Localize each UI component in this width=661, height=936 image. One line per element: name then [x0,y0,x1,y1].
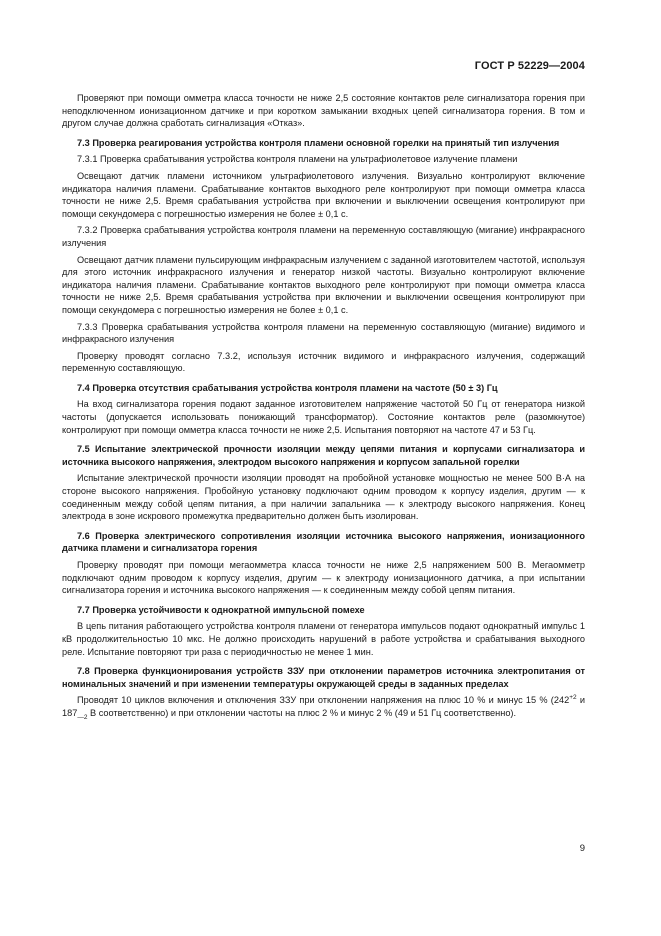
section-heading: 7.4 Проверка отсутствия срабатывания устройства контроля пламени на частоте (50 ± 3) Гц [77,382,498,393]
paragraph: Освещают датчик пламени пульсирующим инфракрасным излучением с заданной изготовителем частотой, используя для этого источник инфракрасного излучения и генератор низкой частоты. Визуально контролируют включение индикатора наличия пламени. Срабатывание контактов выходного реле контролируют при помощи омметра класса точности не ниже 2,5. Время срабатывания устройства при включении и выключении освещения контролируют при помощи секундомера с погрешностью измерения не более ± 0,1 с. [62,254,585,315]
final-text-part1: Проводят 10 циклов включения и отключения ЗЗУ при отклонении напряжения на плюс 10 % и минус 15 % (242 [77,695,570,706]
paragraph: Проверку проводят согласно 7.3.2, используя источник видимого и инфракрасного излучения, содержащий переменную составляющую. [62,350,585,374]
final-text-part3: В соответственно) и при отклонении частоты на плюс 2 % и минус 2 % (49 и 51 Гц соответственно). [87,707,517,718]
paragraph-final [62,694,585,719]
page-body [62,92,585,720]
paragraph: На вход сигнализатора горения подают заданное изготовителем напряжение частотой 50 Гц от генератора низкой частоты (допускается использовать понижающий трансформатор). Состояние контактов реле (разомкнутое) контролируют при помощи омметра класса точности не ниже 2,5. Испытания повторяют на частоте 47 и 53 Гц. [62,399,585,435]
voltage-tolerance-minus: —2 [77,713,88,721]
paragraph: Испытание электрической прочности изоляции проводят на пробойной установке мощностью не менее 500 В·А на стороне высокого напряжения. Пробойную установку подключают одним проводом к корпусу изделия, другим — к соединенным между собой цепям питания, а при наличии запальника — к электроду высокого напряжения. Конец электрода в зоне искрового промежутка предварительно должен быть изолирован. [62,473,585,522]
section-heading: 7.5 Испытание электрической прочности изоляции между цепями питания и корпусами сигнализатора и источника высокого напряжения, электродом высокого напряжения и корпусом запальной горелки [62,444,585,467]
paragraph: 7.3.1 Проверка срабатывания устройства контроля пламени на ультрафиолетовое излучение пламени [77,154,518,165]
paragraph: В цепь питания работающего устройства контроля пламени от генератора импульсов подают однократный импульс 1 кВ продолжительностью 10 мкс. Не должно происходить нарушений в работе устройства и срабатывания выходного реле. Испытание повторяют три раза с периодичностью не менее 1 мин. [62,621,585,657]
paragraph: Проверяют при помощи омметра класса точности не ниже 2,5 состояние контактов реле сигнализатора горения при неподключенном ионизационном датчике и при коротком замыкании входных цепей сигнализатора горения. В том и другом случае должна сработать сигнализация «Отказ». [62,93,585,129]
section-heading: 7.3 Проверка реагирования устройства контроля пламени основной горелки на принятый тип излучения [77,137,560,148]
paragraph: 7.3.2 Проверка срабатывания устройства контроля пламени на переменную составляющую (мигание) инфракрасного излучения [62,225,585,248]
section-heading: 7.8 Проверка функционирования устройств ЗЗУ при отклонении параметров источника электропитания от номинальных значений и при изменении температуры окружающей среды в заданных пределах [62,666,585,689]
page-number: 9 [579,843,585,854]
standard-header: ГОСТ Р 52229—2004 [474,60,585,72]
paragraph: Освещают датчик пламени источником ультрафиолетового излучения. Визуально контролируют включение индикатора наличия пламени. Срабатывание контактов выходного реле контролируют при помощи омметра класса точности не ниже 2,5. Время срабатывания устройства при включении и выключении освещения контролируют при помощи секундомера с погрешностью измерения не более ± 0,1 с. [62,170,585,219]
paragraph: Проверку проводят при помощи мегаомметра класса точности не ниже 2,5 напряжением 500 В. Мегаомметр подключают одним проводом к корпусу изделия, другим — к электроду ионизационного датчика, а при испытании сигнализатора горения и источника высокого напряжения — к соединенным между собой цепям питания. [62,560,585,596]
section-heading: 7.7 Проверка устойчивости к однократной импульсной помехе [77,604,365,615]
section-heading: 7.6 Проверка электрического сопротивления изоляции источника высокого напряжения, ионизационного датчика пламени и сигнализатора горения [62,530,585,554]
final-text-part2: и 187 [62,695,586,718]
paragraph: 7.3.3 Проверка срабатывания устройства контроля пламени на переменную составляющую (мигание) видимого и инфракрасного излучения [62,321,585,345]
voltage-tolerance-plus: +2 [569,694,577,702]
